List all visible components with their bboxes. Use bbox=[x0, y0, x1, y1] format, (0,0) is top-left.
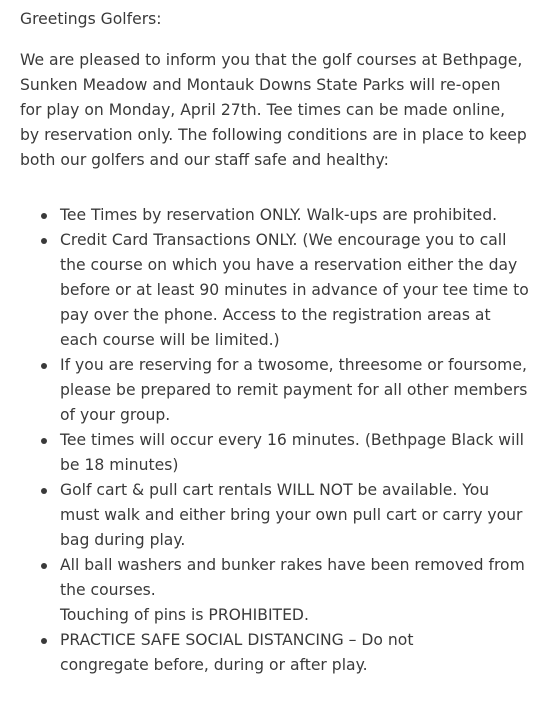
list-item-line: bag during play. bbox=[60, 531, 186, 549]
conditions-list bbox=[20, 203, 529, 678]
list-item-line: must walk and either bring your own pull cart or carry your bbox=[60, 506, 523, 524]
bullet-icon bbox=[41, 238, 47, 244]
list-item-line: pay over the phone. Access to the registration areas at bbox=[60, 306, 491, 324]
list-item-line: All ball washers and bunker rakes have been removed from bbox=[60, 556, 525, 574]
list-item bbox=[20, 628, 518, 678]
bullet-icon bbox=[41, 438, 47, 444]
list-item-line: the courses. bbox=[60, 581, 156, 599]
list-item-line: please be prepared to remit payment for all other members bbox=[60, 381, 528, 399]
list-item-line: Tee Times by reservation ONLY. Walk-ups are prohibited. bbox=[60, 206, 498, 224]
greeting: Greetings Golfers: bbox=[20, 10, 162, 28]
list-item bbox=[20, 428, 524, 478]
list-item-line: be 18 minutes) bbox=[60, 456, 179, 474]
list-item-line: If you are reserving for a twosome, threesome or foursome, bbox=[60, 356, 527, 374]
intro-line: both our golfers and our staff safe and healthy: bbox=[20, 151, 389, 169]
list-item-line: PRACTICE SAFE SOCIAL DISTANCING – Do not bbox=[60, 631, 414, 649]
intro-paragraph bbox=[20, 48, 527, 173]
list-item-line: of your group. bbox=[60, 406, 171, 424]
bullet-icon bbox=[41, 638, 47, 644]
list-item-line: Credit Card Transactions ONLY. (We encourage you to call bbox=[60, 231, 507, 249]
intro-line: for play on Monday, April 27th. Tee times can be made online, bbox=[20, 101, 506, 119]
list-item bbox=[20, 228, 529, 353]
list-item-line: Golf cart & pull cart rentals WILL NOT be available. You bbox=[60, 481, 490, 499]
list-item bbox=[20, 203, 518, 228]
bullet-icon bbox=[41, 488, 47, 494]
bullet-icon bbox=[41, 363, 47, 369]
list-item-line: Touching of pins is PROHIBITED. bbox=[60, 606, 309, 624]
list-item bbox=[20, 553, 525, 628]
list-item bbox=[20, 478, 523, 553]
list-item-line: each course will be limited.) bbox=[60, 331, 280, 349]
list-item-line: the course on which you have a reservation either the day bbox=[60, 256, 518, 274]
intro-line: We are pleased to inform you that the golf courses at Bethpage, bbox=[20, 51, 523, 69]
intro-line: by reservation only. The following conditions are in place to keep bbox=[20, 126, 527, 144]
bullet-icon bbox=[41, 213, 47, 219]
list-item-line: before or at least 90 minutes in advance of your tee time to bbox=[60, 281, 529, 299]
list-item-line: congregate before, during or after play. bbox=[60, 656, 368, 674]
list-item bbox=[20, 353, 528, 428]
bullet-icon bbox=[41, 563, 47, 569]
intro-line: Sunken Meadow and Montauk Downs State Parks will re-open bbox=[20, 76, 501, 94]
list-item-line: Tee times will occur every 16 minutes. (Bethpage Black will bbox=[60, 431, 524, 449]
